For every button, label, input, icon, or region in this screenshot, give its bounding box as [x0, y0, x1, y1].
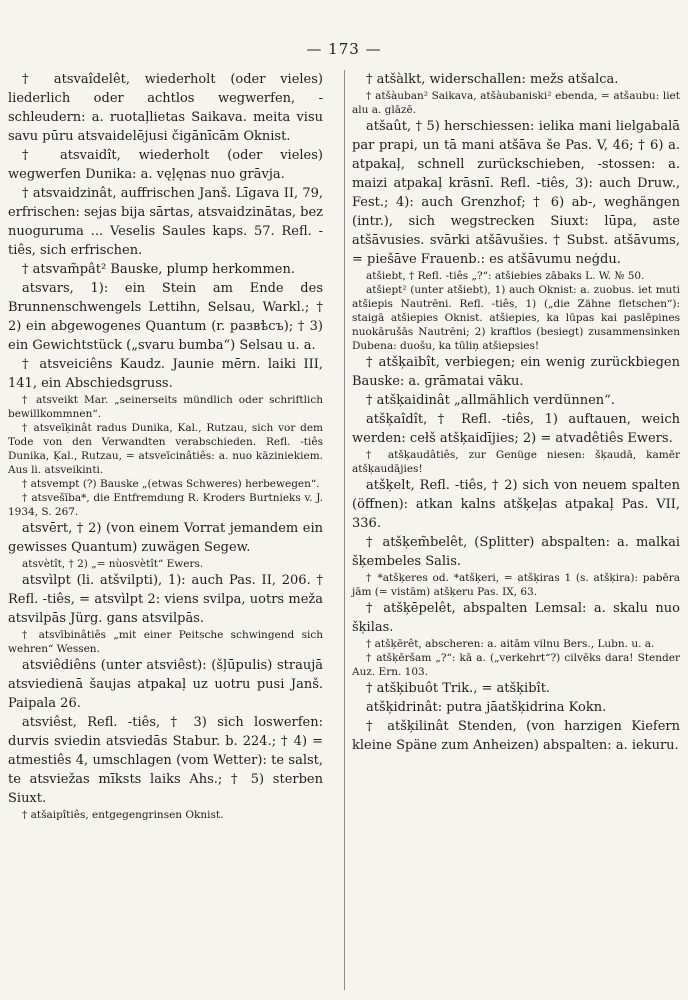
dictionary-entry: † atšàuban² Saikava, atšàubaniski² ebenda, = atšaubu: liet alu a. glāzē. [352, 90, 680, 116]
left-column [8, 70, 323, 822]
dictionary-entry: atsviêdiêns (unter atsviêst): (šļūpulis) straujā atsviedienā šaujas atpakaļ uz uotru pusi Janš. Paipala 26. [8, 658, 323, 711]
dictionary-entry: atsvètît, † 2) „= nùosvètît“ Ewers. [22, 558, 204, 570]
dictionary-entry: † atšķibuôt Trik., = atšķibît. [366, 681, 551, 696]
dictionary-entry: † atšaipîtiês, entgegengrinsen Oknist. [22, 809, 224, 821]
dictionary-entry: † *atšķeres od. *atšķeri, = atšķiras 1 (s. atšķira): pabēra jām (= vistām) atšķeru Pas. IX, 63. [352, 572, 680, 598]
dictionary-entry: atsvìlpt (li. atšvilpti), 1): auch Pas. II, 206. † Refl. -tiês, = atsvìlpt 2: viens svilpa, uotrs meža atsvilpās Jürg. gans atsvilpās. [8, 573, 323, 626]
dictionary-entry: † atsvaîdelêt, wiederholt (oder vieles) liederlich oder achtlos wegwerfen, -schleudern: a. ruotaļlietas Saikava. meita visu savu pūru atsvaidelējusi čigānīcām Oknist. [8, 72, 323, 144]
dictionary-entry: atsvars, 1): ein Stein am Ende des Brunnenschwengels Lettihn, Selsau, Warkl.; † 2) ein abgewogenes Quantum (r. развѣсъ); † 3) ein Gewichtstück („svaru bumba“) Selsau u. a. [8, 281, 323, 353]
dictionary-entry: atšiebt, † Refl. -tiês „?“: atšiebies zābaks L. W. № 50. [366, 270, 645, 282]
dictionary-entry: atšķidrinât: putra jāatšķidrina Kokn. [366, 700, 607, 715]
dictionary-entry: † atsvam̃pât² Bauske, plump herkommen. [22, 262, 295, 277]
dictionary-entry: atšķaîdît, † Refl. -tiês, 1) auftauen, weich werden: cełš atšķaidījies; 2) = atvadêtiês Ewers. [352, 412, 680, 446]
dictionary-entry: † atšķaibît, verbiegen; ein wenig zurückbiegen Bauske: a. grāmatai vāku. [352, 355, 680, 389]
dictionary-entry: † atšàlkt, widerschallen: mežs atšalca. [366, 72, 619, 87]
dictionary-entry: † atsvaidît, wiederholt (oder vieles) wegwerfen Dunika: a. vęļęnas nuo grāvja. [8, 148, 323, 182]
dictionary-entry: † atšķaudâtiês, zur Genüge niesen: šķaudā, kamēr atšķaudājies! [352, 449, 680, 475]
dictionary-entry: atšķelt, Refl. -tiês, † 2) sich von neuem spalten (öffnen): atkan kalns atšķeļas atpakaļ Pas. VII, 336. [352, 478, 680, 531]
dictionary-entry: † atsvaidzinât, auffrischen Janš. Līgava II, 79, erfrischen: sejas bija sārtas, atsvaidzinātas, bez nuogurumа ... Veselis Saules kaps. 57. Refl. -tiês, sich erfrischen. [8, 186, 324, 258]
dictionary-entry: † atsveikt Mar. „seinerseits mündlich oder schriftlich bewillkommnen“. [8, 394, 323, 420]
dictionary-entry: † atsveīķinât radus Dunika, Kal., Rutzau, sich vor dem Tode von den Verwandten verabschieden. Refl. -tiês Dunika, Ķal., Rutzau, = atsveīcinâtiês: a. nuo kāziniekiem. Aus li. atsveikinti. [8, 422, 323, 476]
dictionary-entry: † atsvešība*, die Entfremdung R. Kroders Burtnieks v. J. 1934, S. 267. [8, 492, 323, 518]
right-column [352, 70, 680, 755]
dictionary-entry: † atšķilinât Stenden, (von harzigen Kiefern kleine Späne zum Anheizen) abspalten: a. iekuru. [352, 719, 680, 753]
dictionary-entry: † atšķēršam „?“: kā a. („verkehrt“?) cilvēks dara! Stender Auz. Ern. 103. [352, 652, 680, 678]
dictionary-entry: atsviêst, Refl. -tiês, † 3) sich loswerfen: durvis sviedin atsviedās Stabur. b. 224.; † 4) = atmestiês 4, umschlagen (vom Wetter): te salst, te atsviežas mīksts laiks Ahs.; † 5) sterben Siuxt. [8, 715, 323, 806]
dictionary-entry: atsvērt, † 2) (von einem Vorrat jemandem ein gewisses Quantum) zuwägen Segew. [8, 521, 323, 555]
dictionary-entry: † atšķēpelêt, abspalten Lemsal: a. skalu nuo šķilas. [352, 601, 680, 635]
dictionary-entry: † atšķērêt, abscheren: a. aitām vilnu Bers., Lubn. u. a. [366, 638, 655, 650]
dictionary-entry: † atšķem̃belêt, (Splitter) abspalten: a. malkai šķembeles Salis. [352, 535, 680, 569]
dictionary-entry: † atsvībinâtiês „mit einer Peitsche schwingend sich wehren“ Wessen. [8, 629, 323, 655]
dictionary-entry: atšiept² (unter atšiebt), 1) auch Oknist: a. zuobus. iet muti atšiepis Nautrēni. Refl. -tiês, 1) („die Zähne fletschen“): staigā atšiepies Oknist. atšiepies, ka lūpas kai paslēpines nuokārušās Nautrēni; 2) kraftlos (besiegt) zusammensinken Dubena: duošu, ka tūliņ atšiepsies! [352, 284, 680, 352]
dictionary-entry: † atsvempt (?) Bauske „(etwas Schweres) herbewegen“. [22, 478, 320, 490]
dictionary-entry: atšaût, † 5) herschiessen: ielika mani lielgabalā par prapi, un tā mani atšāva še Pas. V, 46; † 6) a. atpakaļ, schnell zurückschieben, -stossen: a. maizi atpakaļ krāsnī. Refl. -tiês, 3): auch Druw., Fest.; 4): auch Grenzhof; † 6) ab-, weghängen (intr.), sich wegstrecken Siuxt: lūpa, aste atšāvusies. svārki atšāvušies. † Subst. atšāvums, = piešāve Frauenb.: es atšāvumu neģdu. [352, 119, 680, 267]
dictionary-entry: † atšķaidinât „allmählich verdünnen“. [366, 393, 615, 408]
column-divider [344, 70, 345, 990]
dictionary-entry: † atsveiciêns Kaudz. Jaunie mērn. laiki III, 141, ein Abschiedsgruss. [8, 357, 323, 391]
page-number: — 173 — [306, 40, 382, 58]
